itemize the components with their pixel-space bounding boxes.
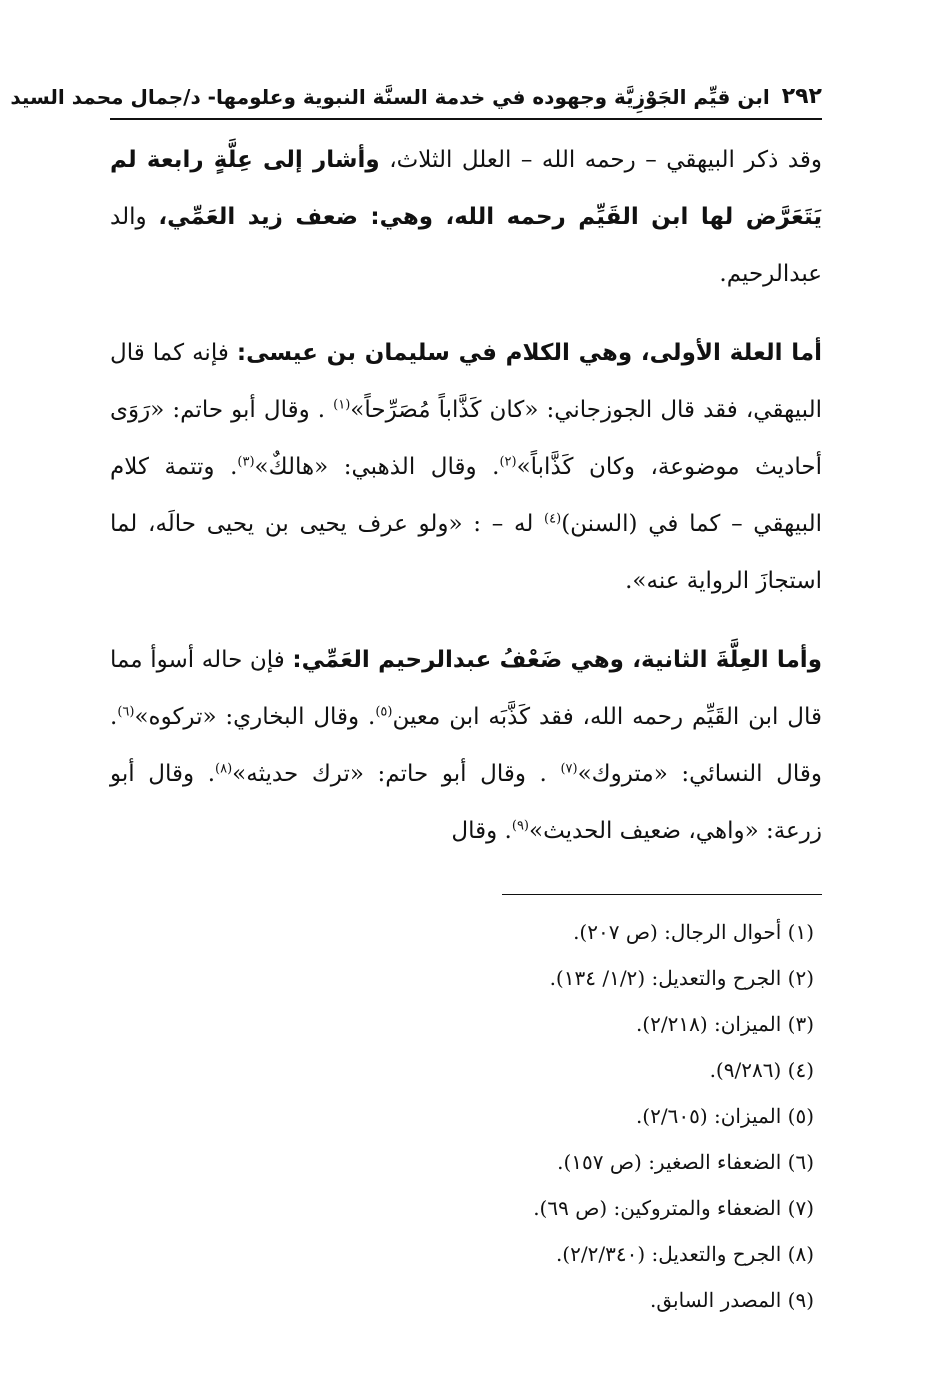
- page-number: ٢٩٢: [781, 84, 822, 109]
- footnote-7: (٧) الضعفاء والمتروكين: (ص ٦٩).: [533, 1196, 814, 1220]
- main-text: [110, 132, 822, 860]
- footnote-ref[interactable]: (٩): [511, 818, 529, 834]
- footnote-ref[interactable]: (٢): [499, 454, 517, 470]
- paragraph-1: [110, 132, 822, 303]
- footnote-5: (٥) الميزان: (٢/٦٠٥).: [635, 1104, 814, 1128]
- footnote-4: (٤) (٩/٢٨٦).: [709, 1058, 814, 1082]
- footnote-1: (١) أحوال الرجال: (ص ٢٠٧).: [573, 920, 814, 944]
- footnote-3: (٣) الميزان: (٢/٢١٨).: [635, 1012, 814, 1036]
- text-run: . وقال البخاري: «تركوه»: [134, 704, 376, 730]
- text-run: والد عبدالرحيم.: [110, 204, 822, 287]
- footnote-ref[interactable]: (٨): [215, 761, 233, 777]
- running-head: [10, 80, 822, 120]
- text-run: وقد ذكر البيهقي – رحمه الله – العلل الثلاث،: [379, 147, 822, 173]
- footnote-2: (٢) الجرح والتعديل: (١/٢/ ١٣٤).: [549, 966, 814, 990]
- text-run: . وقال أبو حاتم: «ترك حديثه»: [232, 761, 561, 787]
- text-run: . وتتمة كلام البيهقي – كما في (السنن): [110, 454, 822, 537]
- footnote-9: (٩) المصدر السابق.: [650, 1288, 814, 1312]
- bold-run: وأشار إلى عِلَّةٍ رابعة لم يَتَعَرَّض لها ابن القَيِّم رحمه الله، وهي: ضعف زيد العَمِّي،: [110, 147, 822, 230]
- footnote-6: (٦) الضعفاء الصغير: (ص ١٥٧).: [557, 1150, 814, 1174]
- text-run: . وقال: [451, 818, 512, 844]
- section-heading: وأما العِلَّةَ الثانية، وهي ضَعْفُ عبدالرحيم العَمِّي:: [292, 647, 822, 673]
- text-run: . وقال أبو حاتم: «رَوَى أحاديث موضوعة، وكان كَذَّاباً»: [110, 397, 822, 480]
- text-run: . وقال الذهبي: «هالكٌ»: [254, 454, 500, 480]
- footnote-ref[interactable]: (٥): [375, 704, 393, 720]
- footnote-ref[interactable]: (١): [333, 397, 351, 413]
- footnotes: [110, 909, 814, 1323]
- footnote-ref[interactable]: (٦): [117, 704, 135, 720]
- text-run: فإنه كما قال البيهقي، فقد قال الجوزجاني: «كان كَذَّاباً مُصَرِّحاً»: [110, 340, 822, 423]
- footnote-8: (٨) الجرح والتعديل: (٢/٢/٣٤٠).: [555, 1242, 814, 1266]
- text-run: . وقال النسائي: «متروك»: [110, 704, 822, 787]
- footnote-divider: [502, 894, 822, 895]
- footnote-ref[interactable]: (٣): [237, 454, 255, 470]
- book-page: [10, 80, 823, 1323]
- text-run: . وقال أبو زرعة: «واهي، ضعيف الحديث»: [110, 761, 822, 844]
- running-title: ابن قيِّم الجَوْزِيَّة وجهوده في خدمة السنَّة النبوية وعلومها- د/جمال محمد السيد: [10, 85, 770, 109]
- footnote-ref[interactable]: (٧): [560, 761, 578, 777]
- text-run: فإن حاله أسوأ مما قال ابن القَيِّم رحمه الله، فقد كَذَّبَه ابن معين: [110, 647, 823, 730]
- section-heading: أما العلة الأولى، وهي الكلام في سليمان بن عيسى:: [236, 340, 822, 366]
- paragraph-2: [110, 325, 822, 610]
- footnote-ref[interactable]: (٤): [544, 511, 562, 527]
- text-run: له – : «ولو عرف يحيى بن يحيى حالَه، لما استجازَ الرواية عنه».: [110, 511, 822, 594]
- paragraph-3: [110, 632, 822, 860]
